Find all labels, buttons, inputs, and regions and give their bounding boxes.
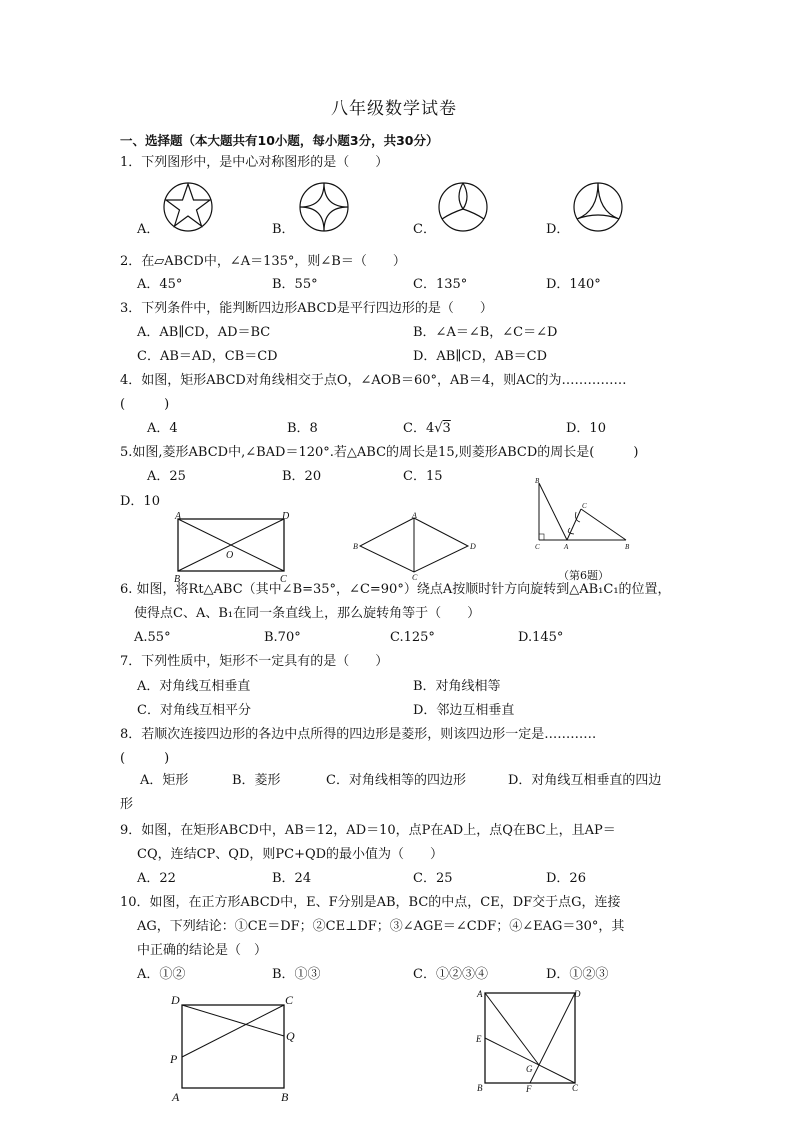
- question-6-line1: 6. 如图，将Rt△ABC（其中∠B=35°，∠C=90°）绕点A按顺时针方向旋转到△AB₁C₁的位置，: [120, 582, 671, 597]
- question-10-line3: 中正确的结论是（ ）: [137, 943, 268, 958]
- fig4-label-c: C: [280, 574, 287, 585]
- q2-option-c: C．135°: [413, 277, 468, 292]
- fig9-label-b: B: [281, 1090, 289, 1104]
- q9-option-c: C．25: [413, 871, 453, 886]
- question-5-stem: 5.如图,菱形ABCD中,∠BAD＝120°.若△ABC的周长是15,则菱形ABCD的周长是( ): [120, 445, 639, 460]
- q8-answer-paren: ( ): [120, 751, 170, 766]
- q1-option-b: B．: [272, 222, 295, 237]
- question-7-stem: 7．下列性质中，矩形不一定具有的是（ ）: [120, 654, 389, 669]
- q8-option-b: B．菱形: [232, 773, 281, 788]
- fig10-label-f: F: [526, 1084, 532, 1094]
- q2-option-d: D．140°: [546, 277, 601, 292]
- fig9-label-q: Q: [286, 1029, 295, 1043]
- q3-option-d: D．AB∥CD，AB＝CD: [413, 349, 548, 364]
- q1-figure-c-three-arcs-in-circle: [437, 181, 489, 233]
- fig4-label-a: A: [175, 511, 182, 522]
- fig5-label-c: C: [412, 573, 418, 582]
- q4-option-d: D．10: [566, 421, 606, 436]
- q3-option-a: A．AB∥CD，AD＝BC: [137, 325, 271, 340]
- fig6-caption: （第6题）: [558, 569, 609, 582]
- figure-q10-square: [472, 985, 587, 1095]
- q1-option-d: D．: [546, 222, 570, 237]
- q1-option-a: A．: [137, 222, 160, 237]
- q7-option-d: D．邻边互相垂直: [413, 703, 515, 718]
- q9-option-d: D．26: [546, 871, 586, 886]
- q4-option-c: C．4√3: [403, 421, 451, 436]
- fig10-label-a: A: [477, 989, 483, 999]
- fig6-label-b1: B: [625, 543, 630, 551]
- q2-option-a: A．45°: [137, 277, 183, 292]
- q6-option-a: A.55°: [134, 630, 171, 645]
- q10-option-b: B．①③: [272, 967, 321, 982]
- q8-option-c: C．对角线相等的四边形: [326, 773, 466, 788]
- figure-q6-rotation: [530, 478, 640, 578]
- q10-option-d: D．①②③: [546, 967, 609, 982]
- fig6-label-c1: C: [582, 502, 587, 510]
- fig6-label-c: C: [535, 543, 540, 551]
- question-10-line1: 10．如图，在正方形ABCD中，E、F分别是AB，BC的中点，CE，DF交于点G，连接: [120, 895, 621, 910]
- fig9-label-p: P: [170, 1052, 178, 1066]
- fig4-label-o: O: [226, 550, 234, 561]
- fig9-label-c: C: [285, 993, 294, 1007]
- question-8-stem: 8．若顺次连接四边形的各边中点所得的四边形是菱形，则该四边形一定是…………: [120, 727, 597, 742]
- q9-option-a: A．22: [137, 871, 176, 886]
- q10-option-a: A．①②: [137, 967, 186, 982]
- q6-option-c: C.125°: [390, 630, 435, 645]
- q1-figure-d-curved-triangle-in-circle: [572, 181, 624, 233]
- q5-option-b: B．20: [282, 469, 322, 484]
- fig10-label-g: G: [526, 1064, 533, 1074]
- q1-option-c: C．: [413, 222, 436, 237]
- q8-option-d: D．对角线互相垂直的四边: [508, 773, 662, 788]
- q2-option-b: B．55°: [272, 277, 318, 292]
- figure-q5-rhombus: [350, 510, 480, 580]
- q6-option-b: B.70°: [264, 630, 301, 645]
- q4-option-b: B．8: [287, 421, 318, 436]
- question-1-stem: 1．下列图形中，是中心对称图形的是（ ）: [120, 155, 389, 170]
- q7-option-a: A．对角线互相垂直: [137, 679, 251, 694]
- fig6-label-a: A: [564, 543, 569, 551]
- sqrt-radicand: 3: [442, 421, 451, 436]
- q8-option-d-wrap: 形: [120, 797, 134, 812]
- q7-option-b: B．对角线相等: [413, 679, 501, 694]
- q5-option-a: A．25: [147, 469, 186, 484]
- fig4-label-b: B: [174, 574, 181, 585]
- q5-option-d: D．10: [120, 494, 160, 509]
- fig5-label-a: A: [412, 511, 417, 520]
- section-heading: 一、选择题（本大题共有10小题，每小题3分，共30分）: [120, 133, 439, 148]
- fig4-label-d: D: [282, 511, 290, 522]
- page-title: 八年级数学试卷: [331, 99, 457, 119]
- question-3-stem: 3．下列条件中，能判断四边形ABCD是平行四边形的是（ ）: [120, 301, 493, 316]
- fig10-label-d: D: [574, 989, 581, 999]
- question-10-line2: AG，下列结论：①CE＝DF；②CE⊥DF；③∠AGE＝∠CDF；④∠EAG＝30°，其: [137, 919, 625, 934]
- q7-option-c: C．对角线互相平分: [137, 703, 251, 718]
- question-9-line2: CQ，连结CP、QD，则PC+QD的最小值为（ ）: [137, 847, 444, 862]
- q9-option-b: B．24: [272, 871, 312, 886]
- sqrt-symbol: √: [434, 421, 443, 436]
- fig6-label-b: B: [535, 477, 540, 485]
- q5-option-c: C．15: [403, 469, 443, 484]
- q3-option-b: B．∠A＝∠B，∠C＝∠D: [413, 325, 558, 340]
- fig10-label-c: C: [572, 1083, 579, 1093]
- question-2-stem: 2．在▱ABCD中，∠A＝135°，则∠B＝（ ）: [120, 254, 406, 269]
- q4-option-a: A．4: [147, 421, 178, 436]
- question-9-line1: 9．如图，在矩形ABCD中，AB＝12，AD＝10，点P在AD上，点Q在BC上，且AP＝: [120, 823, 616, 838]
- fig10-label-e: E: [476, 1034, 482, 1044]
- figure-q9-rectangle: [165, 990, 305, 1105]
- q10-option-c: C．①②③④: [413, 967, 488, 982]
- q6-option-d: D.145°: [518, 630, 564, 645]
- q4-answer-paren: ( ): [120, 397, 170, 412]
- fig5-label-b: B: [353, 542, 358, 551]
- q1-figure-b-astroid-in-circle: [298, 181, 350, 233]
- fig5-label-d: D: [470, 542, 476, 551]
- question-4-stem: 4．如图，矩形ABCD对角线相交于点O，∠AOB＝60°，AB＝4，则AC的为……………: [120, 373, 627, 388]
- fig9-label-d: D: [171, 993, 180, 1007]
- q3-option-c: C．AB＝AD，CB＝CD: [137, 349, 278, 364]
- fig10-label-b: B: [477, 1083, 483, 1093]
- fig9-label-a: A: [172, 1090, 180, 1104]
- figure-q4-rectangle: [170, 510, 300, 585]
- q1-figure-a-star-in-circle: [162, 181, 214, 233]
- question-6-line2: 使得点C、A、B₁在同一条直线上，那么旋转角等于（ ）: [134, 606, 481, 621]
- q8-option-a: A．矩形: [140, 773, 189, 788]
